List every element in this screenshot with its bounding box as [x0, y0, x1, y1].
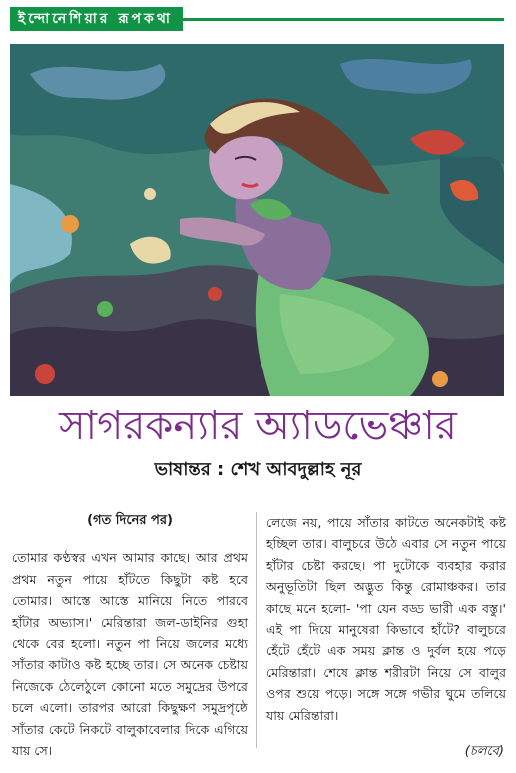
section-header — [10, 7, 504, 31]
mermaid-illustration — [10, 44, 504, 396]
section-rule — [183, 18, 504, 21]
article-column-left — [12, 510, 248, 761]
article-column-right — [266, 512, 506, 726]
left-column-text: তোমার কণ্ঠস্বর এখন আমার কাছে। আর প্রথম প্রথম নতুন পায়ে হাঁটতে কিছুটা কষ্ট হবে তোমার। আস্তে আস্তে মানিয়ে নিতে পারবে হাঁটার অভ্যাস।' মেরিন্তারা জল-ডাইনির গুহা থেকে বের হলো। নতুন পা নিয়ে জলের মধ্যে সাঁতার কাটাও কষ্ট হচ্ছে তার। সে অনেক চেষ্টায় নিজেকে ঠেলেঠুলে কোনো মতে সমুদ্রের উপরে চলে এলো। তারপর আরো কিছুক্ষণ সমুদ্রপৃষ্ঠে সাঁতার কেটে নিকটে বালুকাবেলার দিকে এগিয়ে যায় সে। — [12, 550, 248, 759]
section-label: ইন্দোনেশিয়ার রূপকথা — [10, 7, 183, 31]
article-byline: ভাষান্তর : শেখ আবদুল্লাহ নূর — [154, 459, 362, 480]
column-divider — [256, 512, 257, 748]
previous-note: (গত দিনের পর) — [87, 513, 173, 528]
right-column-text: লেজে নয়, পায়ে সাঁতার কাটতে অনেকটাই কষ্ট হচ্ছিল তার। বালুচরে উঠে এবার সে নতুন পায়ে হাঁটার চেষ্টা করছে। পা দুটোকে ব্যবহার করার অনুভূতিটা ছিল অদ্ভুত কিন্তু রোমাঞ্চকর। তার কাছে মনে হলো- 'পা যেন বড্ড ভারী এক বস্তু।' এই পা দিয়ে মানুষেরা কিভাবে হাঁটে? বালুচরে হেঁটে হেঁটে এক সময় ক্লান্ত ও দুর্বল হয়ে পড়ে মেরিন্তারা। শেষে ক্লান্ত শরীরটা নিয়ে সে বালুর ওপর শুয়ে পড়ে। সঙ্গে সঙ্গে গভীর ঘুমে তলিয়ে যায় মেরিন্তারা। — [266, 515, 506, 723]
continues-label: (চলবে) — [464, 744, 504, 759]
article-headline: সাগরকন্যার অ্যাডভেঞ্চার — [59, 403, 457, 449]
